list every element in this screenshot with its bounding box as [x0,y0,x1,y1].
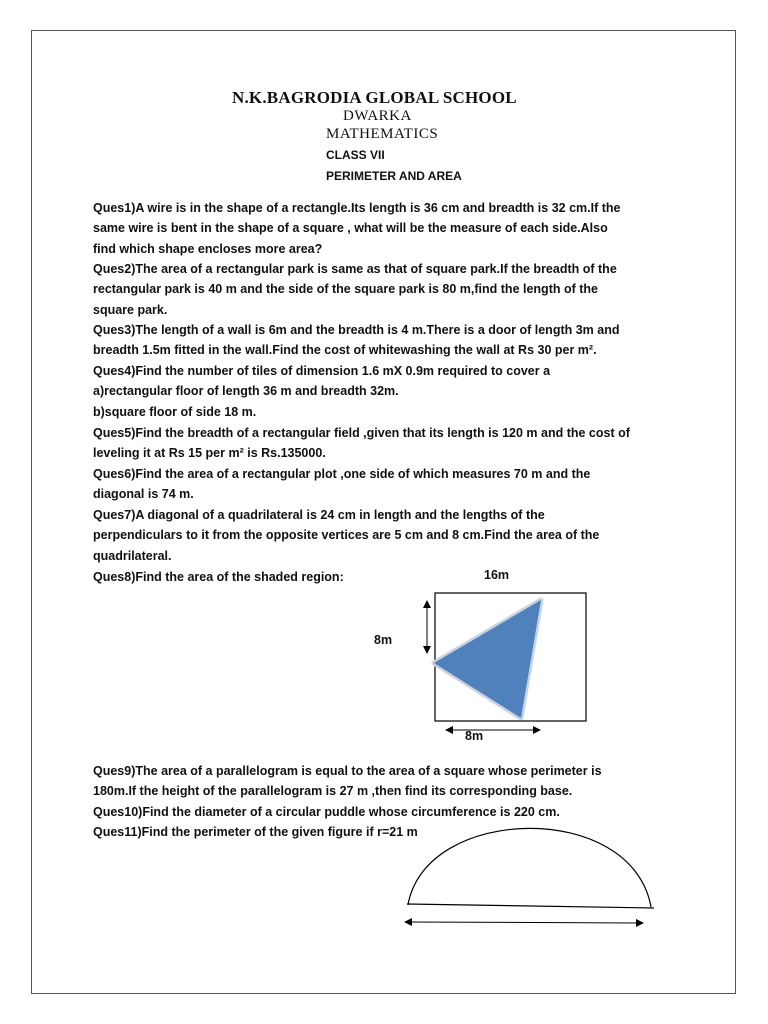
question-line: Ques8)Find the area of the shaded region: [93,570,344,584]
question-line: Ques3)The length of a wall is 6m and the breadth is 4 m.There is a door of length 3m and [93,323,620,337]
question-line: Ques11)Find the perimeter of the given figure if r=21 m [93,825,418,839]
question-line: Ques7)A diagonal of a quadrilateral is 24 cm in length and the lengths of the [93,508,545,522]
school-city: DWARKA [343,108,412,124]
figure11-diagram [405,828,654,923]
question-line: Ques9)The area of a parallelogram is equal to the area of a square whose perimeter is [93,764,602,778]
figure8-bottom-label: 8m [465,729,484,743]
figure8-left-label: 8m [374,633,393,647]
class-label: CLASS VII [326,148,385,162]
question-line: breadth 1.5m fitted in the wall.Find the cost of whitewashing the wall at Rs 30 per m². [93,343,597,358]
question-line: Ques5)Find the breadth of a rectangular field ,given that its length is 120 m and the cost of [93,426,630,440]
figure11-diameter-line [407,904,654,908]
question-line: same wire is bent in the shape of a square , what will be the measure of each side.Also [93,221,608,236]
question-line: Ques4)Find the number of tiles of dimension 1.6 mX 0.9m required to cover a [93,364,551,378]
question-line: perpendiculars to it from the opposite vertices are 5 cm and 8 cm.Find the area of the [93,528,600,543]
question-line: a)rectangular floor of length 36 m and breadth 32m. [93,384,399,399]
topic-label: PERIMETER AND AREA [326,169,462,183]
question-line: Ques2)The area of a rectangular park is same as that of square park.If the breadth of the [93,262,617,276]
figure8-top-label: 16m [484,568,510,582]
school-name: N.K.BAGRODIA GLOBAL SCHOOL [232,88,517,107]
question-line: quadrilateral. [93,548,172,563]
question-line: b)square floor of side 18 m. [93,404,257,419]
question-line: rectangular park is 40 m and the side of the square park is 80 m,find the length of the [93,282,598,297]
question-line: diagonal is 74 m. [93,487,194,502]
figure8-diagram [427,593,586,730]
question-line: leveling it at Rs 15 per m² is Rs.135000. [93,446,326,461]
question-line: Ques10)Find the diameter of a circular puddle whose circumference is 220 cm. [93,805,560,819]
question-line: find which shape encloses more area? [93,241,323,256]
subject-title: MATHEMATICS [326,126,439,142]
question-line: 180m.If the height of the parallelogram is 27 m ,then find its corresponding base. [93,784,573,799]
question-line: square park. [93,302,168,317]
question-line: Ques1)A wire is in the shape of a rectangle.Its length is 36 cm and breadth is 32 cm.If the [93,201,621,215]
figure11-semicircle-arc [408,828,651,907]
figure11-width-arrow [405,922,643,923]
question-line: Ques6)Find the area of a rectangular plot ,one side of which measures 70 m and the [93,467,591,481]
